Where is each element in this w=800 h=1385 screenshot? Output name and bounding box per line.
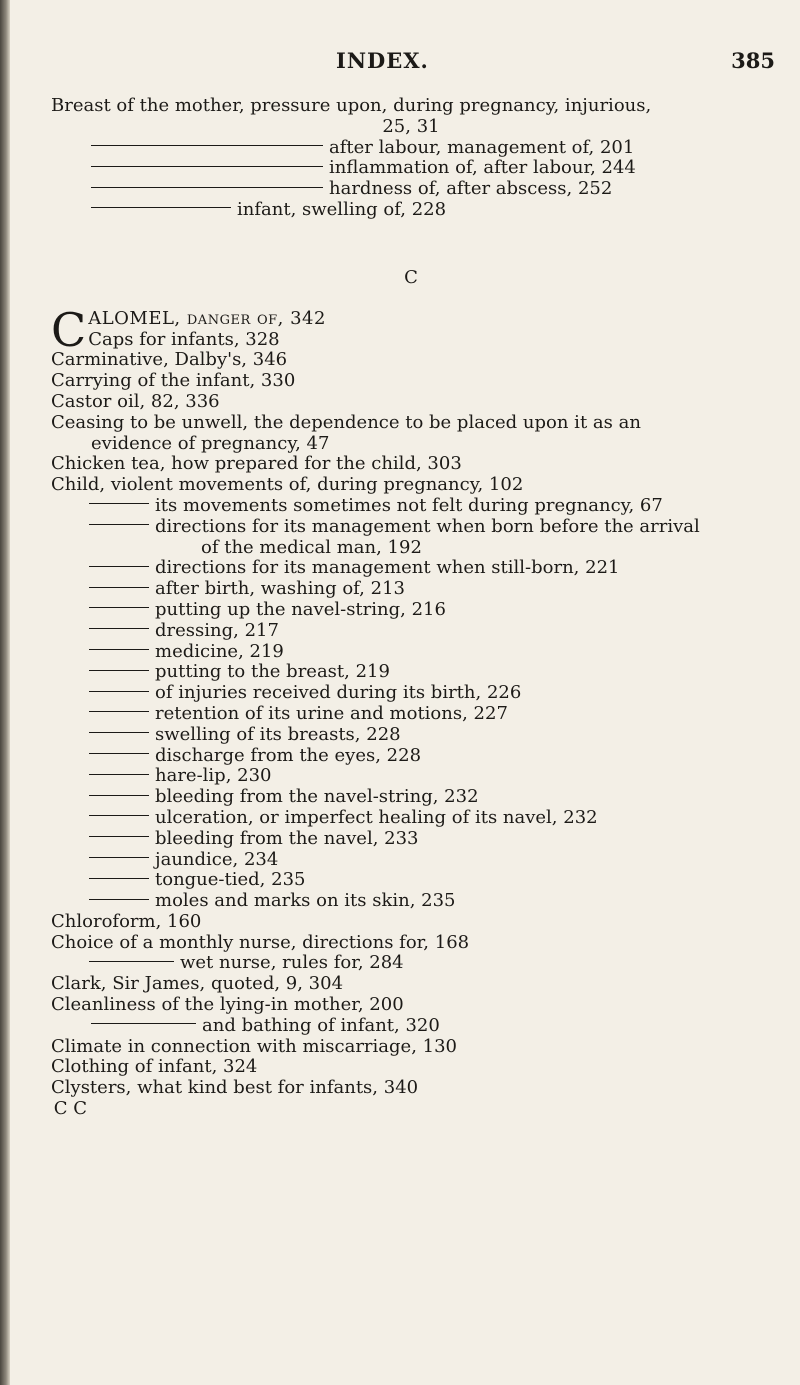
index-subentry: retention of its urine and motions, 227 <box>51 704 771 725</box>
ditto-dash <box>89 566 149 567</box>
ditto-dash <box>89 691 149 692</box>
index-subentry: bleeding from the navel-string, 232 <box>51 787 771 808</box>
index-subentry: hare-lip, 230 <box>51 766 771 787</box>
index-subentry: tongue-tied, 235 <box>51 870 771 891</box>
ditto-dash <box>89 649 149 650</box>
index-subentry: discharge from the eyes, 228 <box>51 746 771 767</box>
index-entry-clothing: Clothing of infant, 324 <box>51 1056 258 1078</box>
ditto-dash <box>91 145 323 146</box>
ditto-dash <box>91 207 231 208</box>
index-entry-clysters: Clysters, what kind best for infants, 340 <box>51 1077 419 1099</box>
index-subentry: medicine, 219 <box>51 642 771 663</box>
index-subentry: putting up the navel-string, 216 <box>51 600 771 621</box>
ditto-dash <box>89 815 149 816</box>
ditto-dash <box>89 774 149 775</box>
ditto-dash <box>89 503 149 504</box>
ditto-dash <box>89 961 174 962</box>
index-subentry: wet nurse, rules for, 284 <box>51 953 771 974</box>
index-entry-ceasing-cont: evidence of pregnancy, 47 <box>91 432 330 454</box>
index-subentry: putting to the breast, 219 <box>51 662 771 683</box>
index-subentry-cont: of the medical man, 192 <box>201 536 422 558</box>
index-subentry: moles and marks on its skin, 235 <box>51 891 771 912</box>
index-entry-clark: Clark, Sir James, quoted, 9, 304 <box>51 973 344 995</box>
index-entry-ceasing: Ceasing to be unwell, the dependence to be placed upon it as an <box>51 411 641 433</box>
index-entry: Castor oil, 82, 336 <box>51 390 220 412</box>
index-entry-chicken: Chicken tea, how prepared for the child, 303 <box>51 453 462 475</box>
index-subentry: swelling of its breasts, 228 <box>51 725 771 746</box>
index-entry-climate: Climate in connection with miscarriage, 130 <box>51 1035 458 1057</box>
index-subentry: hardness of, after abscess, 252 <box>51 179 771 200</box>
ditto-dash <box>89 524 149 525</box>
index-entry: Carminative, Dalby's, 346 <box>51 349 288 371</box>
index-entry-breast: Breast of the mother, pressure upon, during pregnancy, injurious, <box>51 95 652 116</box>
index-subentry: directions for its management when still-born, 221 <box>51 558 771 579</box>
index-entry-child: Child, violent movements of, during pregnancy, 102 <box>51 474 524 496</box>
index-subentry: after birth, washing of, 213 <box>51 579 771 600</box>
index-entry-calomel: C ALOMEL, danger of, 342 Caps for infants, 328 <box>51 302 326 357</box>
drop-cap: C <box>51 302 87 357</box>
ditto-dash <box>89 899 149 900</box>
index-subentry: and bathing of infant, 320 <box>51 1016 771 1037</box>
signature-mark: C C <box>53 1098 88 1120</box>
index-entries <box>51 96 771 1120</box>
ditto-dash <box>89 836 149 837</box>
ditto-dash <box>89 878 149 879</box>
ditto-dash <box>89 857 149 858</box>
index-entry: Carrying of the infant, 330 <box>51 370 296 392</box>
ditto-dash <box>91 187 323 188</box>
ditto-dash <box>91 1023 196 1024</box>
ditto-dash <box>89 587 149 588</box>
ditto-dash <box>91 166 323 167</box>
index-subentry: its movements sometimes not felt during pregnancy, 67 <box>51 496 771 517</box>
index-entry-choice: Choice of a monthly nurse, directions for, 168 <box>51 931 470 953</box>
index-subentry: after labour, management of, 201 <box>51 138 771 159</box>
running-head <box>0 48 800 88</box>
ditto-dash <box>89 753 149 754</box>
ditto-dash <box>89 732 149 733</box>
page-number: 385 <box>731 48 775 73</box>
index-subentry: bleeding from the navel, 233 <box>51 829 771 850</box>
ditto-dash <box>89 628 149 629</box>
ditto-dash <box>89 607 149 608</box>
child-subentries <box>51 558 771 912</box>
ditto-dash <box>89 711 149 712</box>
index-subentry: dressing, 217 <box>51 621 771 642</box>
index-entry-breast-cont: 25, 31 <box>382 115 440 137</box>
index-subentry: of injuries received during its birth, 226 <box>51 683 771 704</box>
index-subentry: jaundice, 234 <box>51 850 771 871</box>
section-letter: C <box>404 266 418 288</box>
index-entry-cleanliness: Cleanliness of the lying-in mother, 200 <box>51 994 404 1016</box>
page-spine-shadow <box>0 0 10 1385</box>
ditto-dash <box>89 795 149 796</box>
ditto-dash <box>89 670 149 671</box>
page-title: INDEX. <box>336 48 429 73</box>
index-subentry: inflammation of, after labour, 244 <box>51 158 771 179</box>
index-subentry: infant, swelling of, 228 <box>51 200 771 221</box>
index-subentry: ulceration, or imperfect healing of its navel, 232 <box>51 808 771 829</box>
index-entry-chloroform: Chloroform, 160 <box>51 910 202 932</box>
index-subentry: directions for its management when born before the arrival <box>51 517 771 538</box>
